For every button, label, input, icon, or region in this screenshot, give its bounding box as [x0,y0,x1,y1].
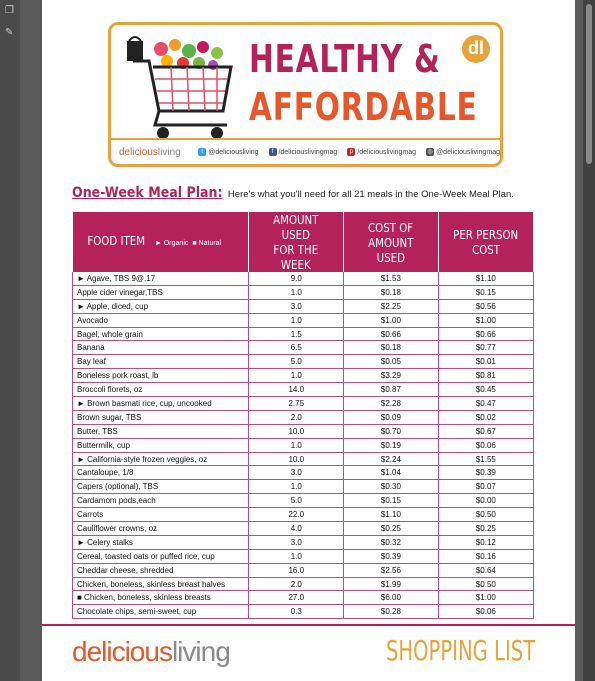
header-per-line2: COST [471,242,500,257]
cell-amount: 2.0 [249,410,344,424]
cell-food-item: ► Agave, TBS 9@.17 [73,272,249,285]
table-row [73,494,534,508]
cell-cost: $1.00 [344,313,439,327]
header-food-item-label: FOOD ITEM [86,233,145,248]
social-pinterest-text: /deliciouslivingmag [357,148,417,156]
cell-food-item: Capers (optional), TBS [73,480,249,494]
cell-food-item: Cereal, toasted oats or puffed rice, cup [73,549,249,563]
table-row [73,577,534,591]
cell-food-item: Broccoli florets, oz [73,383,249,397]
social-twitter [198,148,258,156]
brand-part1: delicious [119,146,158,158]
scrollbar-thumb[interactable] [586,4,592,164]
cell-per-person: $0.01 [438,355,533,369]
cell-amount: 10.0 [249,424,344,438]
cell-cost: $0.87 [344,383,439,397]
cell-food-item: Bagel, whole grain [73,327,249,341]
cell-amount: 0.3 [249,605,344,619]
cell-amount: 2.0 [249,577,344,591]
cell-food-item: Carrots [73,508,249,522]
table-row [73,466,534,480]
cell-amount: 3.0 [249,466,344,480]
table-row [73,285,534,299]
cell-cost: $2.24 [344,452,439,466]
header-amount-line1: AMOUNT USED [273,212,319,242]
cell-amount: 1.0 [249,313,344,327]
table-header-row [73,212,534,272]
cell-cost: $0.18 [344,341,439,355]
cell-cost: $0.09 [344,410,439,424]
table-row [73,508,534,522]
social-twitter-text: @deliciousliving [208,148,259,156]
cell-per-person: $0.02 [438,410,533,424]
cell-amount: 9.0 [249,272,344,285]
cell-food-item: ► California-style frozen veggies, oz [73,452,249,466]
cell-per-person: $0.16 [438,549,533,563]
twitter-icon: t [198,148,206,156]
cell-amount: 6.5 [249,341,344,355]
cell-food-item: ■ Chicken, boneless, skinless breasts [73,591,249,605]
cell-food-item: Cauliflower crowns, oz [73,522,249,536]
table-row [73,383,534,397]
cell-per-person: $0.66 [438,327,533,341]
cell-cost: $1.04 [344,466,439,480]
cell-cost: $2.56 [344,563,439,577]
cell-per-person: $0.15 [438,285,533,299]
shopping-cart-illustration [119,31,239,143]
table-row [73,605,534,619]
cell-food-item: Brown sugar, TBS [73,410,249,424]
header-amount-line2: FOR THE WEEK [273,242,319,272]
scrollbar[interactable] [583,0,595,681]
cell-food-item: Butter, TBS [73,424,249,438]
cell-amount: 5.0 [249,355,344,369]
social-instagram-text: @deliciouslivingmag [436,148,500,156]
cell-amount: 16.0 [249,563,344,577]
cell-cost: $0.19 [344,438,439,452]
cell-per-person: $0.77 [438,341,533,355]
delicious-living-logo-icon: dl [462,35,490,63]
cell-amount: 4.0 [249,522,344,536]
banner [108,22,503,167]
table-row [73,535,534,549]
shopping-table [72,212,534,619]
cell-food-item: Chocolate chips, semi-sweet, cup [73,605,249,619]
cell-amount: 1.0 [249,369,344,383]
cell-per-person: $0.12 [438,535,533,549]
table-row [73,272,534,285]
cell-amount: 1.0 [249,549,344,563]
table-row [73,452,534,466]
cell-per-person: $0.45 [438,383,533,397]
legend-natural: ■ Natural [192,240,222,247]
table-row [73,299,534,313]
banner-brand [119,147,188,158]
document-page [42,0,575,681]
cell-cost: $3.29 [344,369,439,383]
cell-amount: 2.75 [249,397,344,411]
cell-per-person: $0.67 [438,424,533,438]
table-row [73,563,534,577]
cell-cost: $1.10 [344,508,439,522]
banner-title-line1: HEALTHY & [249,37,441,81]
cell-amount: 1.0 [249,438,344,452]
table-row [73,410,534,424]
table-row [73,424,534,438]
cell-per-person: $0.50 [438,577,533,591]
cell-per-person: $1.00 [438,313,533,327]
table-row [73,397,534,411]
table-body [73,272,534,619]
cell-amount: 14.0 [249,383,344,397]
cell-food-item: Boneless pork roast, lb [73,369,249,383]
banner-title-line2: AFFORDABLE [249,85,478,129]
cell-per-person: $0.07 [438,480,533,494]
legend-organic: ► Organic [154,240,189,247]
cell-cost: $0.25 [344,522,439,536]
cell-cost: $6.00 [344,591,439,605]
cell-amount: 1.0 [249,285,344,299]
header-per-person [438,212,533,272]
cell-per-person: $1.00 [438,591,533,605]
cell-cost: $1.53 [344,272,439,285]
footer-title: SHOPPING LIST [385,634,535,667]
header-amount [249,212,344,272]
cell-food-item: ► Celery stalks [73,535,249,549]
cell-cost: $0.66 [344,327,439,341]
cell-per-person: $1.10 [438,272,533,285]
pages-icon[interactable]: ❐ [5,5,14,16]
table-row [73,313,534,327]
heading-subtitle: Here's what you'll need for all 21 meals in the One-Week Meal Plan. [225,189,514,200]
cell-food-item: Cheddar cheese, shredded [73,563,249,577]
cell-food-item: Buttermilk, cup [73,438,249,452]
table-row [73,549,534,563]
meal-plan-heading [72,184,514,202]
cell-per-person: $0.25 [438,522,533,536]
cell-food-item: Chicken, boneless, skinless breast halves [73,577,249,591]
social-facebook [269,148,338,156]
table-row [73,355,534,369]
facebook-icon: f [269,148,277,156]
cell-amount: 10.0 [249,452,344,466]
cell-cost: $2.28 [344,397,439,411]
footer-brand-part2: living [171,636,230,667]
cell-cost: $0.30 [344,480,439,494]
footer-divider [42,624,575,626]
cell-food-item: Bay leaf [73,355,249,369]
cell-per-person: $1.55 [438,452,533,466]
cell-food-item: Cardamom pods,each [73,494,249,508]
table-row [73,369,534,383]
cell-amount: 3.0 [249,535,344,549]
cell-cost: $0.28 [344,605,439,619]
cell-per-person: $0.39 [438,466,533,480]
cell-per-person: $0.50 [438,508,533,522]
cell-food-item: Avocado [73,313,249,327]
social-pinterest [347,148,416,156]
cell-amount: 5.0 [249,494,344,508]
cell-per-person: $0.06 [438,605,533,619]
social-instagram [426,148,500,156]
cell-cost: $0.70 [344,424,439,438]
footer-brand-part1: delicious [72,636,172,667]
cell-cost: $1.99 [344,577,439,591]
table-row [73,438,534,452]
pinterest-icon: p [347,148,355,156]
header-per-line1: PER PERSON [453,227,519,242]
banner-social-row [111,138,500,164]
cell-cost: $0.05 [344,355,439,369]
brand-part2: living [157,146,181,158]
header-cost-line2: AMOUNT USED [368,234,414,265]
footer-brand-logo [72,636,230,668]
cell-cost: $0.32 [344,535,439,549]
cell-amount: 3.0 [249,299,344,313]
cell-per-person: $0.56 [438,299,533,313]
table-row [73,522,534,536]
cell-per-person: $0.47 [438,397,533,411]
header-food-item [73,212,249,272]
social-facebook-text: /deliciouslivingmag [278,148,338,156]
cell-per-person: $0.64 [438,563,533,577]
table-row [73,591,534,605]
cell-food-item: ► Brown basmati rice, cup, uncooked [73,397,249,411]
cell-per-person: $0.06 [438,438,533,452]
header-cost-line1: COST OF [368,219,414,235]
cell-amount: 1.0 [249,480,344,494]
left-toolbar [0,0,20,681]
cell-cost: $2.25 [344,299,439,313]
pencil-icon[interactable]: ✎ [5,27,14,38]
cell-cost: $0.15 [344,494,439,508]
table-row [73,480,534,494]
header-cost [344,212,439,272]
cell-cost: $0.18 [344,285,439,299]
cell-amount: 22.0 [249,508,344,522]
cell-food-item: Apple cider vinegar,TBS [73,285,249,299]
cell-food-item: ► Apple, diced, cup [73,299,249,313]
table-row [73,341,534,355]
cell-per-person: $0.00 [438,494,533,508]
heading-title: One-Week Meal Plan: [72,185,223,201]
cell-amount: 1.5 [249,327,344,341]
cell-cost: $0.39 [344,549,439,563]
cell-per-person: $0.81 [438,369,533,383]
instagram-icon: ◎ [427,149,433,155]
cell-food-item: Cantaloupe, 1/8 [73,466,249,480]
cell-amount: 27.0 [249,591,344,605]
cell-food-item: Banana [73,341,249,355]
table-row [73,327,534,341]
